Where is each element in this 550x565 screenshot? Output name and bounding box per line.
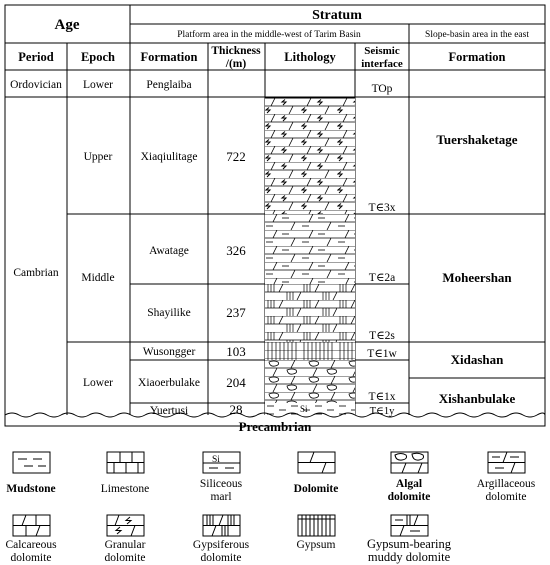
epoch-upper: Upper xyxy=(83,151,113,163)
litho-xiaqiulitage xyxy=(265,98,355,214)
thickness-value: 326 xyxy=(226,243,246,258)
legend-label: Gypsiferous xyxy=(192,539,250,551)
legend-label: Gypsum xyxy=(296,539,336,551)
legend-label: dolomite xyxy=(10,552,52,564)
legend-label: Granular xyxy=(104,539,146,551)
header-thickness: Thickness xyxy=(211,45,261,57)
thickness-value: 237 xyxy=(226,305,246,320)
header-slope-area: Slope-basin area in the east xyxy=(425,30,529,40)
legend-label: Gypsum-bearing xyxy=(366,537,452,551)
precambrian-label: Precambrian xyxy=(238,419,312,434)
table-header xyxy=(18,8,529,70)
legend xyxy=(5,452,535,564)
litho-awatage xyxy=(265,214,355,284)
si-label: Si xyxy=(212,455,220,465)
east-formation: Xishanbulake xyxy=(438,391,516,406)
east-formation-column xyxy=(436,132,517,406)
legend-item-algal-dolomite xyxy=(391,452,428,473)
legend-item-mudstone xyxy=(13,452,50,473)
thickness-value: 28 xyxy=(229,402,243,417)
epoch-ordovician-lower: Lower xyxy=(82,79,114,91)
header-period: Period xyxy=(18,50,54,64)
formation-name: Wusongger xyxy=(142,346,196,358)
legend-label: Algal xyxy=(395,478,423,490)
formation-name: Penglaiba xyxy=(146,79,192,91)
legend-label: dolomite xyxy=(485,491,527,503)
legend-label: marl xyxy=(210,491,232,503)
legend-item-calcareous-dolomite xyxy=(13,515,50,536)
legend-item-argillaceous-dolomite xyxy=(488,452,525,473)
header-formation: Formation xyxy=(140,50,198,64)
header-age: Age xyxy=(54,17,80,33)
legend-item-gypsum-bearing-muddy-dolomite xyxy=(391,515,428,536)
litho-yuertusi xyxy=(265,403,355,415)
header-lithology: Lithology xyxy=(284,50,336,64)
formation-column xyxy=(138,79,246,417)
east-formation: Xidashan xyxy=(450,352,504,367)
formation-name: Awatage xyxy=(149,245,189,257)
header-seismic-interface: interface xyxy=(361,58,403,70)
legend-label: dolomite xyxy=(200,552,242,564)
formation-name: Shayilike xyxy=(147,307,191,319)
si-label: Si xyxy=(300,404,308,414)
header-formation-east: Formation xyxy=(448,50,506,64)
thickness-value: 722 xyxy=(226,149,246,164)
litho-xiaoerbulake xyxy=(265,360,355,403)
legend-label: Limestone xyxy=(100,483,150,495)
thickness-value: 103 xyxy=(226,344,246,359)
header-platform-area: Platform area in the middle-west of Tarim Basin xyxy=(177,30,361,40)
header-epoch: Epoch xyxy=(80,50,116,64)
legend-item-granular-dolomite xyxy=(107,515,144,536)
formation-name: Xiaoerbulake xyxy=(138,377,200,389)
header-stratum: Stratum xyxy=(312,8,362,23)
seismic-interface: T∈2a xyxy=(368,272,396,284)
legend-item-limestone xyxy=(107,452,144,473)
period-ordovician: Ordovician xyxy=(10,79,62,91)
header-seismic: Seismic xyxy=(364,45,400,57)
seismic-interface: T∈1w xyxy=(367,348,397,360)
period-cambrian: Cambrian xyxy=(13,267,59,279)
header-thickness-unit: /(m) xyxy=(225,58,247,70)
litho-shayilike xyxy=(265,284,355,342)
seismic-column xyxy=(367,83,397,417)
legend-label: Siliceous xyxy=(199,478,243,490)
epoch-middle: Middle xyxy=(81,272,115,284)
legend-label: Argillaceous xyxy=(476,478,536,490)
seismic-interface: T∈3x xyxy=(368,202,396,214)
east-formation: Tuershaketage xyxy=(436,132,518,147)
epoch-cambrian-lower: Lower xyxy=(82,377,114,389)
seismic-interface: TOp xyxy=(371,83,393,95)
thickness-value: 204 xyxy=(226,375,246,390)
legend-item-siliceous-marl xyxy=(203,452,240,473)
legend-label: dolomite xyxy=(387,491,431,503)
legend-label: dolomite xyxy=(104,552,146,564)
formation-name: Yuertusi xyxy=(149,405,189,417)
legend-item-dolomite xyxy=(298,452,335,473)
seismic-interface: T∈2s xyxy=(369,330,395,342)
legend-label: Calcareous xyxy=(5,539,57,551)
legend-label: Dolomite xyxy=(293,483,339,495)
litho-wusongger xyxy=(265,342,355,360)
legend-item-gypsum xyxy=(298,515,335,536)
legend-item-gypsiferous-dolomite xyxy=(203,515,240,536)
formation-name: Xiaqiulitage xyxy=(140,151,198,163)
legend-label: Mudstone xyxy=(6,483,56,495)
seismic-interface: T∈1y xyxy=(369,406,395,417)
lithology-column xyxy=(265,98,355,415)
legend-label: muddy dolomite xyxy=(367,550,451,564)
seismic-interface: T∈1x xyxy=(368,391,396,403)
east-formation: Moheershan xyxy=(442,270,512,285)
